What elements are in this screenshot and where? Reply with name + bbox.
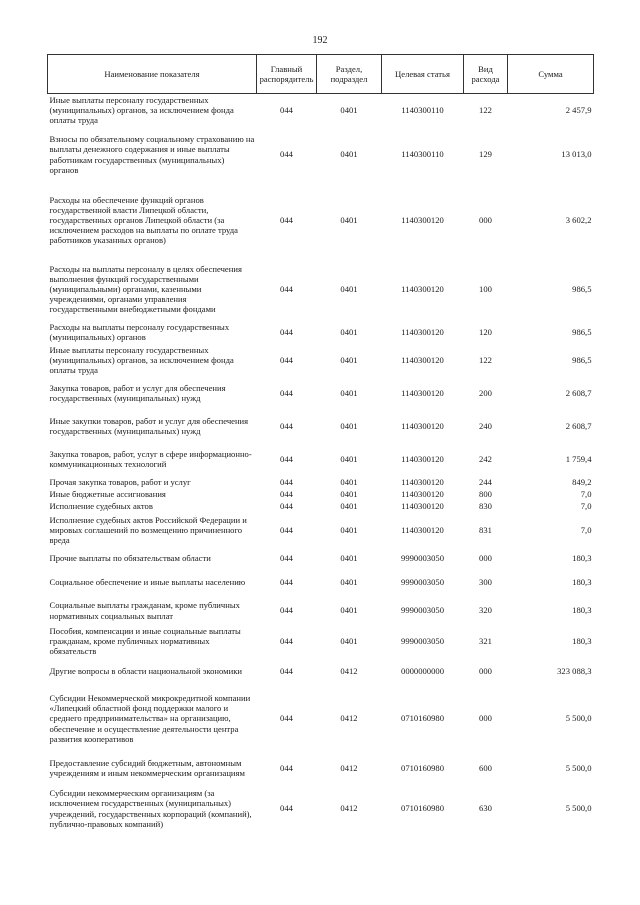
row-expense-type: 122	[479, 105, 492, 116]
header-target: Целевая статья	[382, 55, 464, 94]
row-target-code: 1140300120	[401, 476, 444, 487]
header-admin: Главный распорядитель	[257, 55, 317, 94]
row-target-code: 1140300120	[401, 489, 444, 500]
row-name: Иные закупки товаров, работ и услуг для обеспечения государственных (муниципальных) нужд	[49, 415, 249, 436]
row-target-code: 0710160980	[401, 762, 444, 773]
row-admin-code: 044	[280, 577, 293, 588]
row-section-code: 0401	[340, 635, 358, 646]
table-row	[48, 489, 594, 501]
table-row	[48, 443, 594, 476]
row-admin-code: 044	[280, 524, 293, 535]
row-target-code: 1140300120	[401, 501, 444, 512]
row-section-code: 0401	[340, 387, 358, 398]
row-sum: 849,2	[572, 476, 592, 487]
row-expense-type: 100	[479, 283, 492, 294]
row-section-code: 0401	[340, 552, 358, 563]
row-target-code: 1140300120	[401, 326, 444, 337]
row-name: Пособия, компенсации и иные социальные выплаты гражданам, кроме публичных нормативных обязательств	[49, 625, 241, 657]
row-sum: 180,3	[572, 577, 592, 588]
row-target-code: 0000000000	[401, 665, 444, 676]
row-sum: 2 608,7	[565, 420, 592, 431]
row-admin-code: 044	[280, 420, 293, 431]
row-name: Иные выплаты персоналу государственных (муниципальных) органов, за исключением фонда оплаты труда	[49, 344, 234, 376]
row-name: Закупка товаров, работ и услуг для обеспечения государственных (муниципальных) нужд	[49, 382, 226, 403]
row-admin-code: 044	[280, 453, 293, 464]
row-expense-type: 600	[479, 762, 492, 773]
table-row	[48, 321, 594, 344]
row-name: Иные бюджетные ассигнования	[49, 489, 166, 500]
row-admin-code: 044	[280, 501, 293, 512]
table-row	[48, 501, 594, 513]
row-sum: 2 608,7	[565, 387, 592, 398]
row-name: Закупка товаров, работ, услуг в сфере информационно-коммуникационных технологий	[49, 448, 252, 469]
row-section-code: 0401	[340, 354, 358, 365]
row-sum: 7,0	[580, 489, 592, 500]
row-name: Иные выплаты персоналу государственных (муниципальных) органов, за исключением фонда оплаты труда	[49, 95, 234, 126]
row-sum: 323 088,3	[557, 665, 592, 676]
row-admin-code: 044	[280, 283, 293, 294]
row-section-code: 0401	[340, 326, 358, 337]
row-admin-code: 044	[280, 665, 293, 676]
row-target-code: 9990003050	[401, 635, 444, 646]
table-row	[48, 410, 594, 443]
row-expense-type: 000	[479, 713, 492, 724]
row-target-code: 1140300110	[401, 105, 444, 116]
row-admin-code: 044	[280, 489, 293, 500]
row-name: Взносы по обязательному социальному страхованию на выплаты денежного содержания и иные выплаты работникам государственных (муниципальных) органов	[49, 134, 255, 175]
row-target-code: 9990003050	[401, 552, 444, 563]
row-target-code: 1140300120	[401, 453, 444, 464]
row-admin-code: 044	[280, 105, 293, 116]
row-name: Предоставление субсидий бюджетным, автономным учреждениям и иным некоммерческим организациям	[49, 757, 245, 778]
header-section: Раздел, подраздел	[317, 55, 382, 94]
row-expense-type: 321	[479, 635, 492, 646]
row-name: Расходы на выплаты персоналу в целях обеспечения выполнения функций государственными (муниципальными) органами, казенными учреждениями, органами управления государственными внебюджетными фондами	[49, 263, 242, 315]
row-section-code: 0401	[340, 605, 358, 616]
row-name: Другие вопросы в области национальной экономики	[49, 665, 242, 676]
row-sum: 5 500,0	[565, 762, 592, 773]
row-admin-code: 044	[280, 635, 293, 646]
row-section-code: 0412	[340, 713, 358, 724]
row-section-code: 0412	[340, 803, 358, 814]
row-sum: 7,0	[580, 524, 592, 535]
table-row	[48, 597, 594, 625]
row-admin-code: 044	[280, 762, 293, 773]
table-row	[48, 658, 594, 685]
table-row	[48, 476, 594, 489]
row-section-code: 0401	[340, 453, 358, 464]
table-row	[48, 548, 594, 569]
row-expense-type: 122	[479, 354, 492, 365]
row-name: Субсидии некоммерческим организациям (за исключением государственных (муниципальных) учреждений, государственных корпораций (компаний), публично-правовых компаний)	[49, 788, 252, 829]
row-name: Прочие выплаты по обязательствам области	[49, 552, 211, 563]
table-row	[48, 513, 594, 548]
row-admin-code: 044	[280, 149, 293, 160]
table-row	[48, 784, 594, 834]
row-target-code: 1140300120	[401, 214, 444, 225]
row-expense-type: 200	[479, 387, 492, 398]
row-sum: 5 500,0	[565, 713, 592, 724]
table-row	[48, 685, 594, 753]
row-name: Прочая закупка товаров, работ и услуг	[49, 476, 191, 487]
row-admin-code: 044	[280, 214, 293, 225]
row-admin-code: 044	[280, 605, 293, 616]
table-row	[48, 344, 594, 377]
page-number: 192	[312, 35, 328, 46]
row-sum: 180,3	[572, 635, 592, 646]
row-section-code: 0412	[340, 762, 358, 773]
row-target-code: 0710160980	[401, 803, 444, 814]
row-expense-type: 000	[479, 665, 492, 676]
table-row	[48, 569, 594, 597]
table-body	[48, 94, 594, 834]
row-target-code: 1140300110	[401, 149, 444, 160]
row-sum: 986,5	[572, 283, 592, 294]
table-row	[48, 258, 594, 321]
row-section-code: 0412	[340, 665, 358, 676]
table-row	[48, 127, 594, 183]
row-section-code: 0401	[340, 420, 358, 431]
row-expense-type: 242	[479, 453, 492, 464]
row-admin-code: 044	[280, 354, 293, 365]
row-target-code: 1140300120	[401, 387, 444, 398]
row-admin-code: 044	[280, 476, 293, 487]
row-expense-type: 240	[479, 420, 492, 431]
row-expense-type: 831	[479, 524, 492, 535]
row-expense-type: 129	[479, 149, 492, 160]
row-section-code: 0401	[340, 283, 358, 294]
header-expense-type: Вид расхода	[464, 55, 508, 94]
row-expense-type: 000	[479, 214, 492, 225]
row-name: Расходы на выплаты персоналу государственных (муниципальных) органов	[49, 321, 230, 342]
table-row	[48, 94, 594, 127]
row-name: Социальные выплаты гражданам, кроме публичных нормативных социальных выплат	[49, 600, 240, 621]
row-expense-type: 244	[479, 476, 492, 487]
row-sum: 986,5	[572, 326, 592, 337]
row-expense-type: 800	[479, 489, 492, 500]
row-admin-code: 044	[280, 326, 293, 337]
row-name: Социальное обеспечение и иные выплаты населению	[49, 577, 246, 588]
row-sum: 180,3	[572, 552, 592, 563]
row-target-code: 1140300120	[401, 283, 444, 294]
budget-table	[47, 54, 594, 834]
row-expense-type: 630	[479, 803, 492, 814]
row-expense-type: 830	[479, 501, 492, 512]
row-admin-code: 044	[280, 387, 293, 398]
row-sum: 3 602,2	[565, 214, 592, 225]
row-section-code: 0401	[340, 105, 358, 116]
row-section-code: 0401	[340, 524, 358, 535]
row-name: Субсидии Некоммерческой микрокредитной компании «Липецкий областной фонд поддержки малого и среднего предпринимательства» на организацию, обеспечение и осуществление деятельности центра развития кооперативов	[49, 693, 251, 744]
table-row	[48, 625, 594, 658]
row-name: Расходы на обеспечение функций органов государственной власти Липецкой области, государственных органов Липецкой области (за исключением расходов на выплаты по оплате труда работников указанных органов)	[49, 194, 238, 246]
table-header-row	[48, 55, 594, 94]
row-target-code: 1140300120	[401, 354, 444, 365]
row-section-code: 0401	[340, 149, 358, 160]
row-target-code: 9990003050	[401, 605, 444, 616]
header-name: Наименование показателя	[48, 55, 257, 94]
row-section-code: 0401	[340, 214, 358, 225]
row-sum: 5 500,0	[565, 803, 592, 814]
row-expense-type: 000	[479, 552, 492, 563]
table-row	[48, 377, 594, 410]
row-target-code: 0710160980	[401, 713, 444, 724]
row-sum: 7,0	[580, 501, 592, 512]
row-sum: 13 013,0	[561, 149, 592, 160]
row-admin-code: 044	[280, 552, 293, 563]
table-row	[48, 753, 594, 784]
row-section-code: 0401	[340, 489, 358, 500]
row-name: Исполнение судебных актов	[49, 501, 153, 512]
row-admin-code: 044	[280, 713, 293, 724]
row-sum: 180,3	[572, 605, 592, 616]
row-sum: 986,5	[572, 354, 592, 365]
row-target-code: 9990003050	[401, 577, 444, 588]
row-sum: 2 457,9	[565, 105, 592, 116]
row-admin-code: 044	[280, 803, 293, 814]
row-target-code: 1140300120	[401, 524, 444, 535]
row-name: Исполнение судебных актов Российской Федерации и мировых соглашений по возмещению причиненного вреда	[49, 514, 247, 546]
row-target-code: 1140300120	[401, 420, 444, 431]
row-section-code: 0401	[340, 577, 358, 588]
row-section-code: 0401	[340, 501, 358, 512]
table-row	[48, 183, 594, 258]
row-expense-type: 120	[479, 326, 492, 337]
header-sum: Сумма	[508, 55, 594, 94]
row-expense-type: 320	[479, 605, 492, 616]
row-sum: 1 759,4	[565, 453, 592, 464]
row-section-code: 0401	[340, 476, 358, 487]
row-expense-type: 300	[479, 577, 492, 588]
